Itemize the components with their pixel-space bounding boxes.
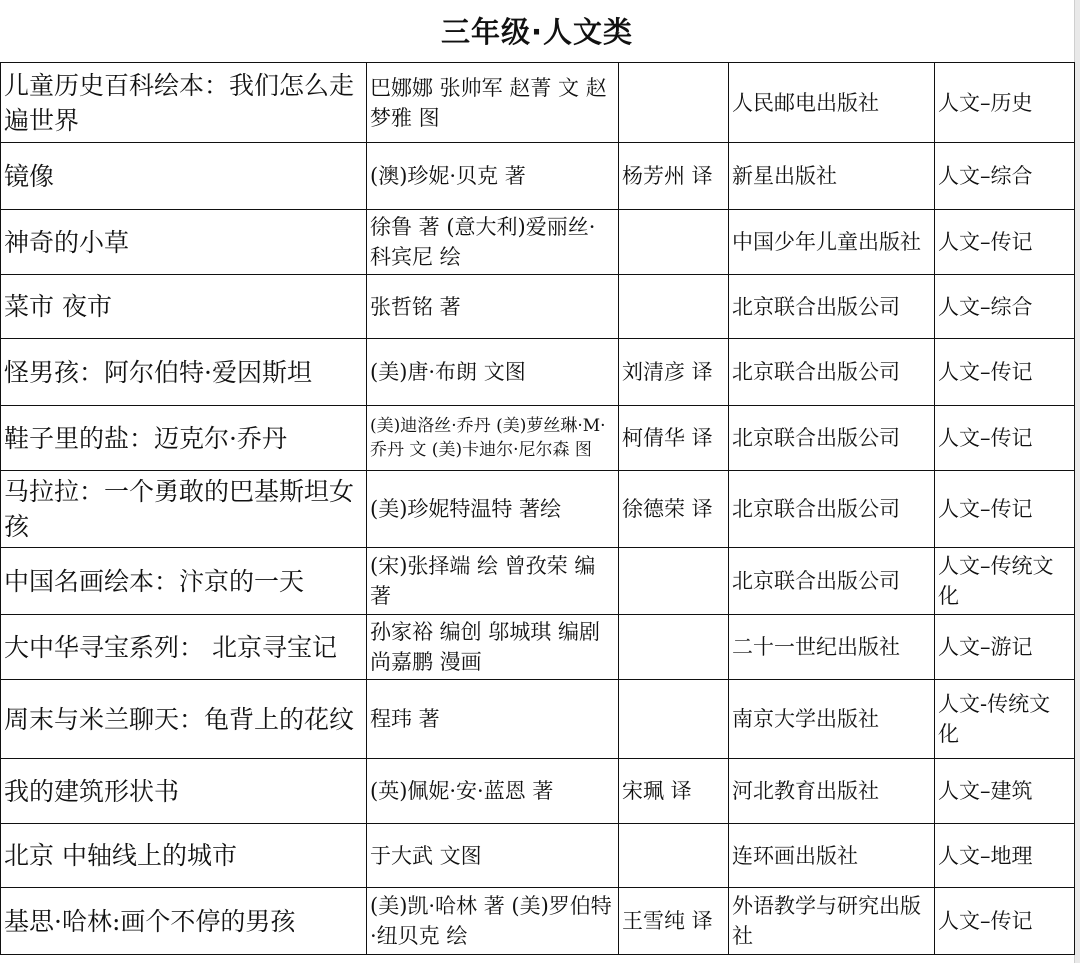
table-row [1,888,1075,955]
publisher-cell [729,680,935,759]
book-title-cell-text: 大中华寻宝系列： 北京寻宝记 [4,632,337,662]
translator-cell [619,339,729,406]
translator-cell-text: 宋珮 译 [622,779,692,803]
author-cell [367,680,619,759]
author-cell [367,888,619,955]
book-title-cell-text: 基思·哈林:画个不停的男孩 [4,906,296,936]
category-cell [935,210,1075,275]
book-title-cell-text: 怪男孩：阿尔伯特·爱因斯坦 [4,357,312,387]
translator-cell [619,275,729,339]
translator-cell [619,471,729,548]
publisher-cell [729,888,935,955]
publisher-cell [729,471,935,548]
category-cell-text: 人文–历史 [938,90,1033,115]
book-title-cell-text: 我的建筑形状书 [4,776,180,806]
category-cell [935,824,1075,888]
author-cell-text: (宋)张择端 绘 曾孜荣 编著 [370,554,596,608]
author-cell-text: (美)珍妮特温特 著绘 [370,497,562,521]
category-cell-text: 人文-传统文化 [938,692,1051,746]
author-cell [367,548,619,615]
category-cell-text: 人文–综合 [938,294,1033,319]
author-cell [367,471,619,548]
publisher-cell-text: 外语教学与研究出版社 [732,894,921,948]
book-title-cell [1,275,367,339]
category-cell-text: 人文–传记 [938,360,1033,384]
author-cell-text: 张哲铭 著 [370,294,461,319]
publisher-cell-text: 北京联合出版公司 [732,360,900,384]
publisher-cell [729,759,935,824]
table-row [1,615,1075,680]
author-cell [367,824,619,888]
book-title-cell [1,406,367,471]
book-title-cell [1,210,367,275]
translator-cell [619,888,729,955]
publisher-cell-text: 连环画出版社 [732,843,858,868]
publisher-cell-text: 人民邮电出版社 [732,90,879,115]
translator-cell [619,615,729,680]
publisher-cell-text: 中国少年儿童出版社 [732,230,921,254]
book-title-cell [1,615,367,680]
category-cell [935,548,1075,615]
translator-cell [619,63,729,143]
category-cell [935,471,1075,548]
publisher-cell-text: 北京联合出版公司 [732,569,900,593]
table-row [1,63,1075,143]
publisher-cell-text: 南京大学出版社 [732,707,879,731]
table-row [1,759,1075,824]
author-cell-text: (英)佩妮·安·蓝恩 著 [370,779,554,803]
author-cell [367,406,619,471]
publisher-cell-text: 二十一世纪出版社 [732,635,900,659]
author-cell [367,339,619,406]
category-cell [935,339,1075,406]
publisher-cell [729,406,935,471]
publisher-cell [729,210,935,275]
book-title-cell [1,680,367,759]
book-title-cell-text: 北京 中轴线上的城市 [4,841,237,870]
translator-cell [619,548,729,615]
translator-cell [619,759,729,824]
book-title-cell-text: 镜像 [4,161,55,191]
table-row [1,143,1075,210]
category-cell [935,888,1075,955]
book-title-cell [1,548,367,615]
publisher-cell-text: 新星出版社 [732,164,837,188]
category-cell-text: 人文–传统文化 [938,554,1054,608]
category-cell-text: 人文–传记 [938,230,1033,254]
table-row [1,824,1075,888]
category-cell [935,406,1075,471]
table-row [1,406,1075,471]
publisher-cell [729,275,935,339]
publisher-cell-text: 北京联合出版公司 [732,426,900,450]
author-cell [367,210,619,275]
author-cell-text: 孙家裕 编创 邬城琪 编剧 尚嘉鹏 漫画 [370,620,601,674]
book-title-cell [1,759,367,824]
author-cell-text: (美)凯·哈林 著 (美)罗伯特·纽贝克 绘 [370,894,612,948]
publisher-cell-text: 北京联合出版公司 [732,497,900,521]
author-cell-text: 于大武 文图 [370,843,482,868]
publisher-cell-text: 北京联合出版公司 [732,294,900,319]
author-cell-text: 巴娜娜 张帅军 赵菁 文 赵梦雅 图 [370,75,607,130]
category-cell-text: 人文–地理 [938,843,1033,868]
book-title-cell [1,339,367,406]
author-cell [367,759,619,824]
table-row [1,339,1075,406]
author-cell [367,63,619,143]
publisher-cell [729,143,935,210]
category-cell-text: 人文–综合 [938,164,1033,188]
book-title-cell-text: 周末与米兰聊天：龟背上的花纹 [4,704,355,734]
category-cell [935,275,1075,339]
category-cell-text: 人文–传记 [938,426,1033,450]
category-cell-text: 人文–游记 [938,635,1033,659]
book-title-cell-text: 鞋子里的盐：迈克尔·乔丹 [4,423,287,453]
category-cell [935,615,1075,680]
page-title: 三年级·人文类 [440,15,634,49]
book-list-table [0,62,1075,955]
category-cell [935,759,1075,824]
publisher-cell [729,824,935,888]
book-title-cell [1,824,367,888]
translator-cell-text: 王雪纯 译 [622,909,713,933]
book-title-cell [1,63,367,143]
category-cell-text: 人文–传记 [938,909,1033,933]
author-cell-text: 程玮 著 [370,707,440,731]
author-cell-text: (美)迪洛丝·乔丹 (美)萝丝琳·M·乔丹 文 (美)卡迪尔·尼尔森 图 [370,416,606,460]
translator-cell-text: 杨芳州 译 [622,164,713,188]
translator-cell [619,824,729,888]
author-cell-text: (美)唐·布朗 文图 [370,360,526,384]
book-title-cell [1,888,367,955]
publisher-cell-text: 河北教育出版社 [732,779,879,803]
category-cell [935,680,1075,759]
author-cell-text: 徐鲁 著 (意大利)爱丽丝·科宾尼 绘 [370,215,596,269]
book-title-cell-text: 中国名画绘本：汴京的一天 [4,566,305,596]
translator-cell [619,210,729,275]
author-cell [367,143,619,210]
translator-cell [619,406,729,471]
book-title-cell-text: 菜市 夜市 [4,292,112,321]
translator-cell-text: 刘清彦 译 [622,360,713,384]
table-row [1,275,1075,339]
table-row [1,210,1075,275]
translator-cell-text: 柯倩华 译 [622,426,713,450]
author-cell [367,615,619,680]
book-title-cell-text: 神奇的小草 [4,227,130,257]
author-cell [367,275,619,339]
category-cell [935,143,1075,210]
author-cell-text: (澳)珍妮·贝克 著 [370,164,526,188]
translator-cell [619,143,729,210]
publisher-cell [729,548,935,615]
book-title-cell [1,143,367,210]
book-title-cell-text: 马拉拉：一个勇敢的巴基斯坦女孩 [4,477,355,541]
publisher-cell [729,63,935,143]
table-row [1,548,1075,615]
publisher-cell [729,339,935,406]
table-row [1,680,1075,759]
translator-cell-text: 徐德荣 译 [622,497,713,521]
table-row [1,471,1075,548]
book-title-cell [1,471,367,548]
category-cell-text: 人文–建筑 [938,779,1033,803]
book-title-cell-text: 儿童历史百科绘本：我们怎么走遍世界 [4,70,355,135]
category-cell [935,63,1075,143]
publisher-cell [729,615,935,680]
translator-cell [619,680,729,759]
category-cell-text: 人文–传记 [938,497,1033,521]
